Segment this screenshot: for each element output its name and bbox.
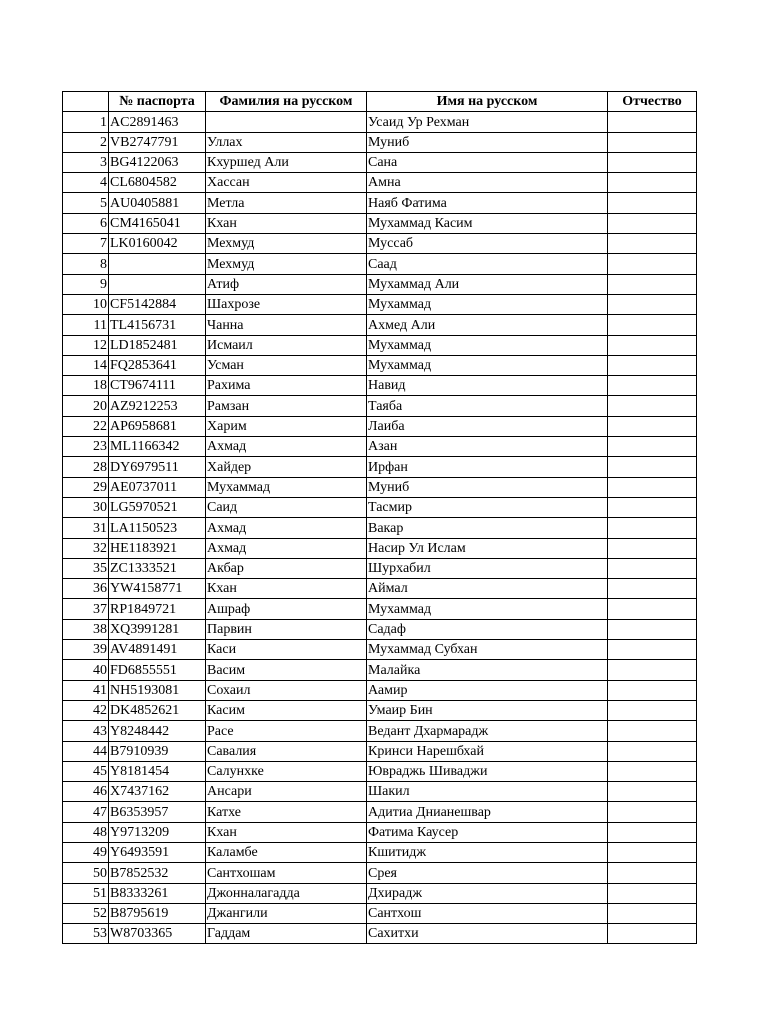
cell-patronymic — [608, 213, 697, 233]
cell-number: 22 — [63, 416, 109, 436]
cell-last-name: Салунхке — [206, 761, 367, 781]
cell-last-name: Саид — [206, 497, 367, 517]
cell-passport: FD6855551 — [109, 660, 206, 680]
table-row — [63, 152, 697, 172]
cell-last-name: Парвин — [206, 619, 367, 639]
cell-first-name: Фатима Каусер — [367, 822, 608, 842]
cell-passport: AZ9212253 — [109, 396, 206, 416]
cell-first-name: Муссаб — [367, 234, 608, 254]
table-row — [63, 640, 697, 660]
cell-last-name: Ашраф — [206, 599, 367, 619]
cell-passport: B7852532 — [109, 863, 206, 883]
cell-patronymic — [608, 741, 697, 761]
cell-passport: AP6958681 — [109, 416, 206, 436]
cell-number: 53 — [63, 924, 109, 944]
table-row — [63, 234, 697, 254]
table-row — [63, 761, 697, 781]
table-row — [63, 619, 697, 639]
cell-last-name: Исмаил — [206, 335, 367, 355]
cell-last-name: Чанна — [206, 315, 367, 335]
cell-first-name: Мухаммад Касим — [367, 213, 608, 233]
cell-last-name: Уллах — [206, 132, 367, 152]
table-row — [63, 477, 697, 497]
cell-last-name: Мехмуд — [206, 254, 367, 274]
cell-last-name: Метла — [206, 193, 367, 213]
cell-number: 7 — [63, 234, 109, 254]
cell-patronymic — [608, 193, 697, 213]
cell-number: 20 — [63, 396, 109, 416]
cell-number: 31 — [63, 518, 109, 538]
cell-last-name: Джангили — [206, 903, 367, 923]
cell-first-name: Адитиа Дниaнешвар — [367, 802, 608, 822]
table-row — [63, 437, 697, 457]
cell-passport: CF5142884 — [109, 294, 206, 314]
cell-patronymic — [608, 173, 697, 193]
cell-passport: DK4852621 — [109, 700, 206, 720]
cell-first-name: Сантхош — [367, 903, 608, 923]
cell-number: 37 — [63, 599, 109, 619]
table-row — [63, 294, 697, 314]
cell-first-name: Садаф — [367, 619, 608, 639]
cell-patronymic — [608, 883, 697, 903]
cell-first-name: Саад — [367, 254, 608, 274]
cell-passport: FQ2853641 — [109, 355, 206, 375]
table-row — [63, 173, 697, 193]
cell-number: 48 — [63, 822, 109, 842]
table-row — [63, 741, 697, 761]
cell-last-name: Ахмад — [206, 437, 367, 457]
cell-last-name: Джонналагадда — [206, 883, 367, 903]
cell-passport — [109, 254, 206, 274]
cell-passport: ML1166342 — [109, 437, 206, 457]
header-passport: № паспорта — [109, 92, 206, 112]
table-row — [63, 680, 697, 700]
cell-passport: Y9713209 — [109, 822, 206, 842]
cell-patronymic — [608, 842, 697, 862]
cell-number: 3 — [63, 152, 109, 172]
header-row — [63, 92, 697, 112]
table-row — [63, 700, 697, 720]
table-row — [63, 213, 697, 233]
cell-patronymic — [608, 640, 697, 660]
cell-last-name: Касим — [206, 700, 367, 720]
cell-number: 40 — [63, 660, 109, 680]
table-row — [63, 822, 697, 842]
cell-number: 44 — [63, 741, 109, 761]
cell-passport: CM4165041 — [109, 213, 206, 233]
cell-last-name — [206, 112, 367, 132]
cell-first-name: Малайка — [367, 660, 608, 680]
cell-last-name: Харим — [206, 416, 367, 436]
cell-passport: AE0737011 — [109, 477, 206, 497]
cell-patronymic — [608, 579, 697, 599]
cell-last-name: Хассан — [206, 173, 367, 193]
cell-number: 18 — [63, 376, 109, 396]
cell-patronymic — [608, 518, 697, 538]
cell-patronymic — [608, 254, 697, 274]
table-row — [63, 274, 697, 294]
table-row — [63, 802, 697, 822]
cell-first-name: Лаиба — [367, 416, 608, 436]
table-row — [63, 376, 697, 396]
table-row — [63, 863, 697, 883]
cell-patronymic — [608, 234, 697, 254]
cell-last-name: Шахрозе — [206, 294, 367, 314]
table-row — [63, 355, 697, 375]
cell-number: 36 — [63, 579, 109, 599]
cell-patronymic — [608, 497, 697, 517]
cell-number: 43 — [63, 721, 109, 741]
cell-first-name: Вакар — [367, 518, 608, 538]
header-number — [63, 92, 109, 112]
cell-first-name: Сана — [367, 152, 608, 172]
cell-first-name: Дхирадж — [367, 883, 608, 903]
cell-patronymic — [608, 477, 697, 497]
cell-passport: DY6979511 — [109, 457, 206, 477]
cell-last-name: Сохаил — [206, 680, 367, 700]
table-row — [63, 193, 697, 213]
table-row — [63, 396, 697, 416]
cell-first-name: Ведант Дхармарадж — [367, 721, 608, 741]
cell-last-name: Мехмуд — [206, 234, 367, 254]
cell-passport: NH5193081 — [109, 680, 206, 700]
cell-patronymic — [608, 335, 697, 355]
cell-passport: BG4122063 — [109, 152, 206, 172]
cell-last-name: Кхан — [206, 213, 367, 233]
cell-patronymic — [608, 599, 697, 619]
table-row — [63, 721, 697, 741]
cell-patronymic — [608, 376, 697, 396]
cell-first-name: Мухаммад — [367, 294, 608, 314]
cell-passport: LK0160042 — [109, 234, 206, 254]
cell-last-name: Каси — [206, 640, 367, 660]
cell-last-name: Гаддам — [206, 924, 367, 944]
cell-first-name: Мухаммад Субхан — [367, 640, 608, 660]
cell-last-name: Атиф — [206, 274, 367, 294]
cell-first-name: Мухаммад Али — [367, 274, 608, 294]
cell-patronymic — [608, 457, 697, 477]
cell-number: 8 — [63, 254, 109, 274]
cell-first-name: Сахитхи — [367, 924, 608, 944]
cell-number: 23 — [63, 437, 109, 457]
cell-first-name: Ирфан — [367, 457, 608, 477]
cell-passport — [109, 274, 206, 294]
cell-first-name: Шакил — [367, 782, 608, 802]
table-row — [63, 782, 697, 802]
cell-number: 42 — [63, 700, 109, 720]
cell-first-name: Ювраджь Шиваджи — [367, 761, 608, 781]
cell-last-name: Васим — [206, 660, 367, 680]
cell-number: 49 — [63, 842, 109, 862]
cell-last-name: Каламбе — [206, 842, 367, 862]
cell-passport: B8795619 — [109, 903, 206, 923]
cell-number: 9 — [63, 274, 109, 294]
table-row — [63, 842, 697, 862]
cell-first-name: Таяба — [367, 396, 608, 416]
table-row — [63, 416, 697, 436]
header-first-name: Имя на русском — [367, 92, 608, 112]
cell-number: 12 — [63, 335, 109, 355]
cell-passport: LA1150523 — [109, 518, 206, 538]
cell-number: 35 — [63, 558, 109, 578]
cell-patronymic — [608, 802, 697, 822]
cell-patronymic — [608, 294, 697, 314]
cell-passport: W8703365 — [109, 924, 206, 944]
cell-number: 11 — [63, 315, 109, 335]
cell-passport: B7910939 — [109, 741, 206, 761]
cell-patronymic — [608, 315, 697, 335]
cell-last-name: Рахима — [206, 376, 367, 396]
cell-passport: CL6804582 — [109, 173, 206, 193]
cell-number: 50 — [63, 863, 109, 883]
cell-last-name: Сантхошам — [206, 863, 367, 883]
cell-last-name: Ахмад — [206, 518, 367, 538]
cell-passport: AV4891491 — [109, 640, 206, 660]
cell-first-name: Наяб Фатима — [367, 193, 608, 213]
cell-passport: YW4158771 — [109, 579, 206, 599]
cell-last-name: Кхан — [206, 822, 367, 842]
cell-passport: AC2891463 — [109, 112, 206, 132]
cell-number: 38 — [63, 619, 109, 639]
cell-last-name: Кхан — [206, 579, 367, 599]
cell-passport: VB2747791 — [109, 132, 206, 152]
cell-number: 30 — [63, 497, 109, 517]
cell-patronymic — [608, 355, 697, 375]
cell-number: 51 — [63, 883, 109, 903]
table-row — [63, 254, 697, 274]
cell-number: 14 — [63, 355, 109, 375]
table-row — [63, 335, 697, 355]
cell-number: 6 — [63, 213, 109, 233]
cell-number: 47 — [63, 802, 109, 822]
cell-patronymic — [608, 538, 697, 558]
cell-patronymic — [608, 822, 697, 842]
table-row — [63, 660, 697, 680]
cell-passport: X7437162 — [109, 782, 206, 802]
cell-passport: B6353957 — [109, 802, 206, 822]
cell-last-name: Усман — [206, 355, 367, 375]
cell-last-name: Хайдер — [206, 457, 367, 477]
cell-passport: ZC1333521 — [109, 558, 206, 578]
cell-first-name: Тасмир — [367, 497, 608, 517]
cell-passport: Y8181454 — [109, 761, 206, 781]
cell-passport: Y8248442 — [109, 721, 206, 741]
cell-first-name: Муниб — [367, 132, 608, 152]
cell-last-name: Рамзан — [206, 396, 367, 416]
cell-last-name: Ахмад — [206, 538, 367, 558]
cell-first-name: Шурхабил — [367, 558, 608, 578]
cell-first-name: Азан — [367, 437, 608, 457]
cell-number: 41 — [63, 680, 109, 700]
cell-number: 46 — [63, 782, 109, 802]
table-row — [63, 457, 697, 477]
cell-passport: LD1852481 — [109, 335, 206, 355]
cell-number: 52 — [63, 903, 109, 923]
table-row — [63, 518, 697, 538]
cell-number: 29 — [63, 477, 109, 497]
cell-first-name: Кшитидж — [367, 842, 608, 862]
table-row — [63, 579, 697, 599]
cell-last-name: Кхуршед Али — [206, 152, 367, 172]
cell-first-name: Умаир Бин — [367, 700, 608, 720]
cell-first-name: Амна — [367, 173, 608, 193]
cell-first-name: Мухаммад — [367, 599, 608, 619]
cell-passport: RP1849721 — [109, 599, 206, 619]
cell-first-name: Усаид Ур Рехман — [367, 112, 608, 132]
cell-patronymic — [608, 416, 697, 436]
table-row — [63, 497, 697, 517]
cell-patronymic — [608, 924, 697, 944]
cell-first-name: Навид — [367, 376, 608, 396]
cell-passport: B8333261 — [109, 883, 206, 903]
cell-patronymic — [608, 863, 697, 883]
cell-patronymic — [608, 112, 697, 132]
cell-last-name: Расе — [206, 721, 367, 741]
cell-number: 28 — [63, 457, 109, 477]
cell-number: 2 — [63, 132, 109, 152]
cell-patronymic — [608, 152, 697, 172]
cell-first-name: Срея — [367, 863, 608, 883]
cell-passport: LG5970521 — [109, 497, 206, 517]
cell-first-name: Аамир — [367, 680, 608, 700]
cell-number: 1 — [63, 112, 109, 132]
cell-patronymic — [608, 660, 697, 680]
cell-number: 5 — [63, 193, 109, 213]
cell-first-name: Насир Ул Ислам — [367, 538, 608, 558]
cell-passport: AU0405881 — [109, 193, 206, 213]
header-patronymic: Отчество — [608, 92, 697, 112]
table-row — [63, 883, 697, 903]
table-row — [63, 599, 697, 619]
table-row — [63, 112, 697, 132]
cell-patronymic — [608, 558, 697, 578]
cell-last-name: Савалия — [206, 741, 367, 761]
cell-patronymic — [608, 761, 697, 781]
cell-passport: TL4156731 — [109, 315, 206, 335]
table-row — [63, 538, 697, 558]
cell-patronymic — [608, 700, 697, 720]
cell-last-name: Ансари — [206, 782, 367, 802]
cell-passport: XQ3991281 — [109, 619, 206, 639]
cell-number: 4 — [63, 173, 109, 193]
header-last-name: Фамилия на русском — [206, 92, 367, 112]
cell-patronymic — [608, 619, 697, 639]
cell-patronymic — [608, 437, 697, 457]
cell-first-name: Муниб — [367, 477, 608, 497]
cell-patronymic — [608, 680, 697, 700]
cell-patronymic — [608, 903, 697, 923]
cell-patronymic — [608, 782, 697, 802]
cell-passport: HE1183921 — [109, 538, 206, 558]
cell-patronymic — [608, 721, 697, 741]
table-row — [63, 558, 697, 578]
table-row — [63, 903, 697, 923]
table-body — [63, 112, 697, 944]
cell-first-name: Кринси Нарешбхай — [367, 741, 608, 761]
passport-table — [62, 91, 697, 944]
cell-first-name: Мухаммад — [367, 335, 608, 355]
table-row — [63, 924, 697, 944]
cell-patronymic — [608, 274, 697, 294]
cell-number: 39 — [63, 640, 109, 660]
cell-passport: CT9674111 — [109, 376, 206, 396]
table-row — [63, 315, 697, 335]
cell-passport: Y6493591 — [109, 842, 206, 862]
cell-number: 45 — [63, 761, 109, 781]
cell-patronymic — [608, 132, 697, 152]
cell-patronymic — [608, 396, 697, 416]
cell-first-name: Ахмед Али — [367, 315, 608, 335]
cell-last-name: Катхе — [206, 802, 367, 822]
cell-last-name: Мухаммад — [206, 477, 367, 497]
cell-first-name: Мухаммад — [367, 355, 608, 375]
cell-number: 10 — [63, 294, 109, 314]
cell-first-name: Аймал — [367, 579, 608, 599]
table-row — [63, 132, 697, 152]
cell-last-name: Акбар — [206, 558, 367, 578]
cell-number: 32 — [63, 538, 109, 558]
